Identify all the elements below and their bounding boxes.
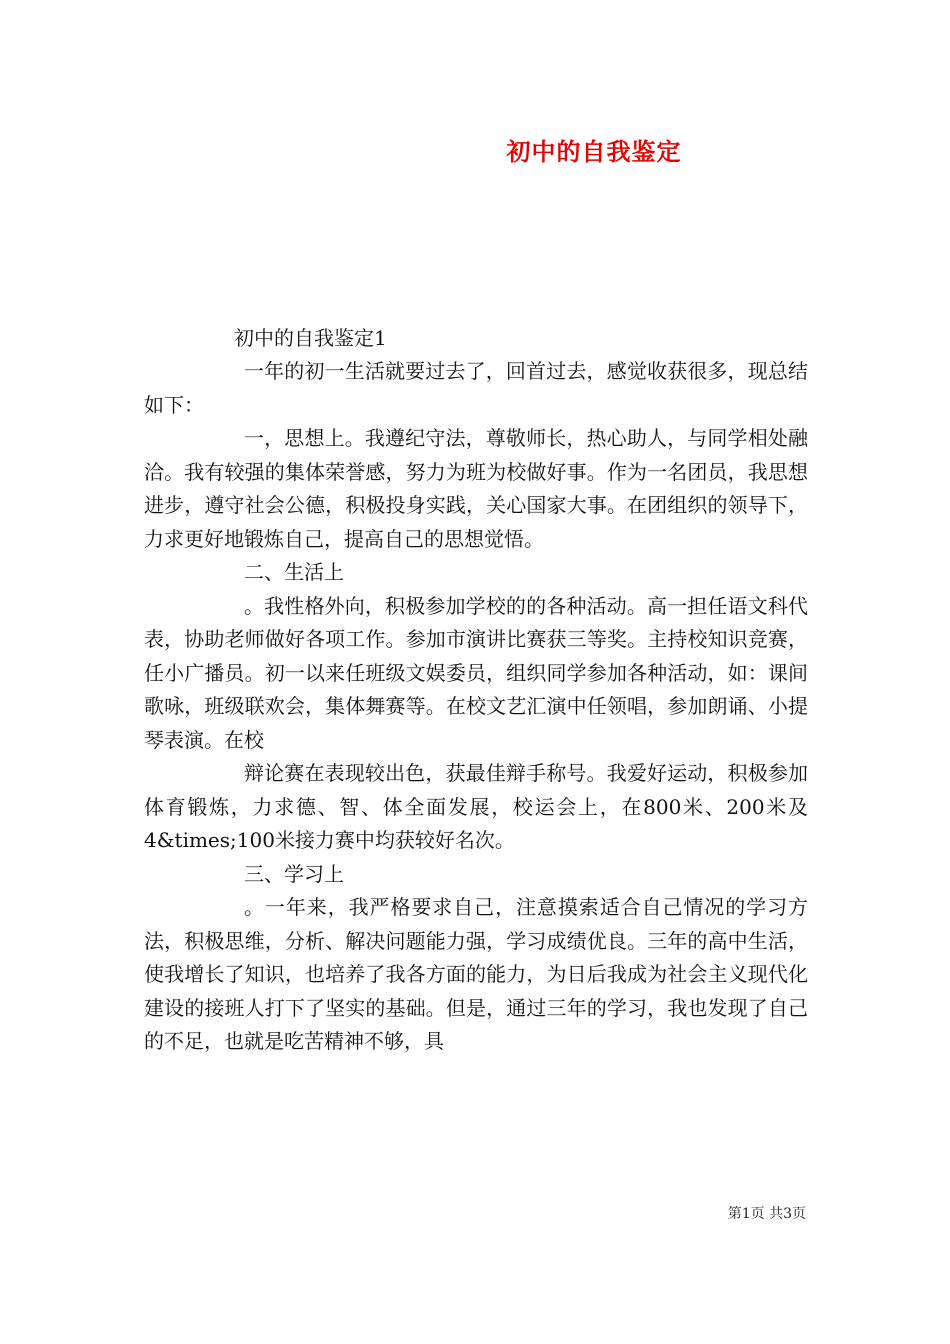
page-title: 初中的自我鉴定: [506, 137, 682, 166]
paragraph-study: 。一年来，我严格要求自己，注意摸索适合自己情况的学习方法，积极思维，分析、解决问题能力强，学习成绩优良。三年的高中生活，使我增长了知识，也培养了我各方面的能力，为日后我成为社会主义现代化建设的接班人打下了坚实的基础。但是，通过三年的学习，我也发现了自己的不足，也就是吃苦精神不够，具: [144, 895, 808, 1053]
heading-life: 二、生活上: [244, 560, 344, 584]
paragraph-debate: 辩论赛在表现较出色，获最佳辩手称号。我爱好运动，积极参加体育锻炼，力求德、智、体全面发展，校运会上，在800米、200米及4&times;100米接力赛中均获较好名次。: [144, 761, 808, 852]
paragraph-intro: 一年的初一生活就要过去了，回首过去，感觉收获很多，现总结如下：: [144, 359, 808, 417]
document-body: [144, 322, 808, 1059]
paragraph-life: 。我性格外向，积极参加学校的的各种活动。高一担任语文科代表，协助老师做好各项工作。参加市演讲比赛获三等奖。主持校知识竞赛，任小广播员。初一以来任班级文娱委员，组织同学参加各种活动，如：课间歌咏，班级联欢会，集体舞赛等。在校文艺汇演中任领唱，参加朗诵、小提琴表演。在校: [144, 593, 808, 752]
page-footer: 第1页 共3页: [727, 1206, 806, 1222]
section-subtitle: 初中的自我鉴定1: [234, 326, 387, 350]
heading-study: 三、学习上: [244, 861, 344, 886]
paragraph-thought: 一，思想上。我遵纪守法，尊敬师长，热心助人，与同学相处融洽。我有较强的集体荣誉感，努力为班为校做好事。作为一名团员，我思想进步，遵守社会公德，积极投身实践，关心国家大事。在团组织的领导下，力求更好地锻炼自己，提高自己的思想觉悟。: [144, 426, 808, 551]
